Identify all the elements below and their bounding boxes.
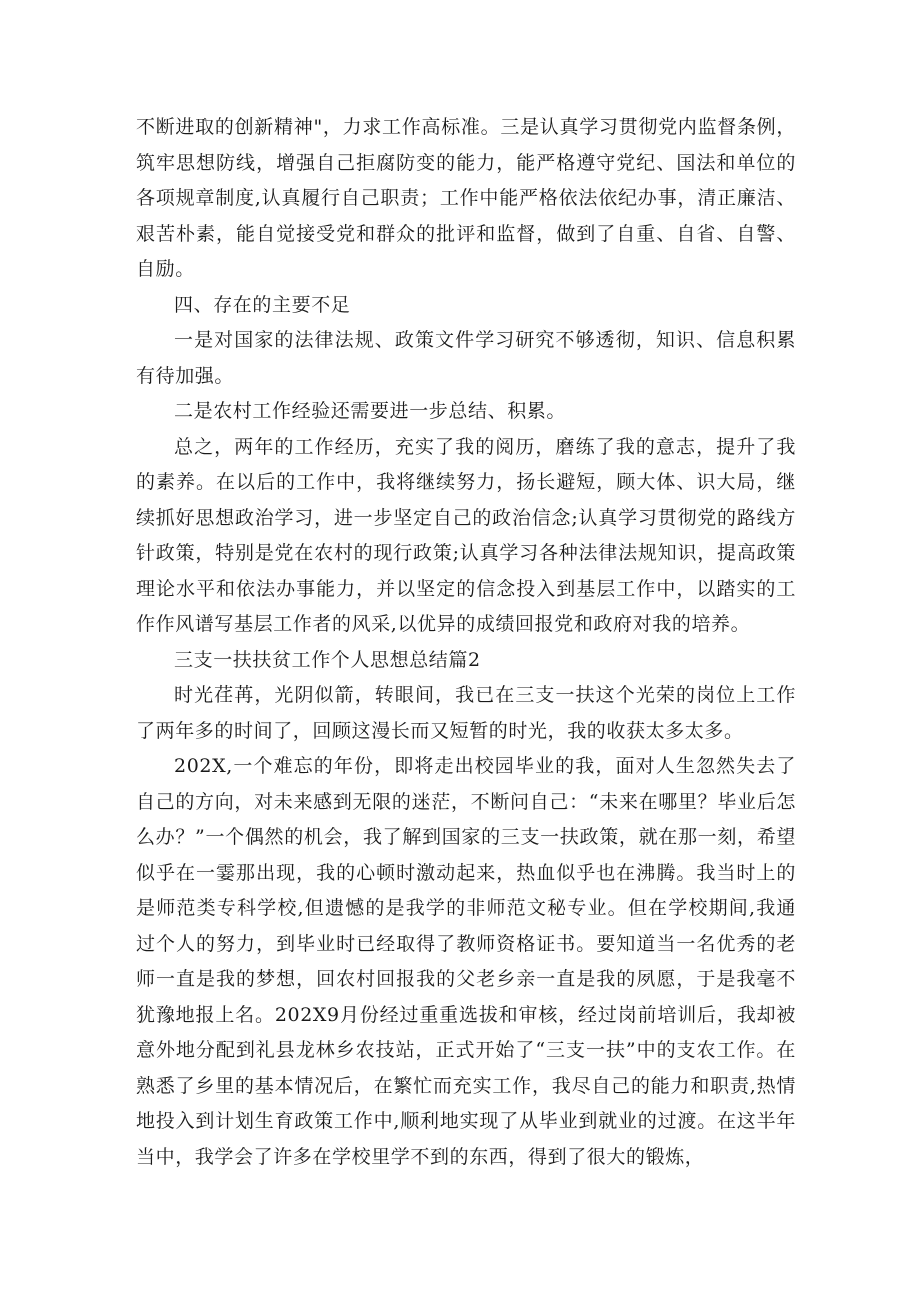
paragraph-conclusion: 总之，两年的工作经历，充实了我的阅历，磨练了我的意志，提升了我的素养。在以后的工作中，我将继续努力，扬长避短，顾大体、识大局，继续抓好思想政治学习，进一步坚定自己的政治信念;认真学习贯彻党的路线方针政策，特别是党在农村的现行政策;认真学习各种法律法规知识，提高政策理论水平和依法办事能力，并以坚定的信念投入到基层工作中，以踏实的工作作风谱写基层工作者的风采,以优异的成绩回报党和政府对我的培养。 <box>136 435 796 635</box>
article-title-part-2: 三支一扶扶贫工作个人思想总结篇2 <box>174 648 481 671</box>
paragraph-story: 202X,一个难忘的年份，即将走出校园毕业的我，面对人生忽然失去了自己的方向，对未来感到无限的迷茫，不断问自己：“未来在哪里？毕业后怎么办？”一个偶然的机会，我了解到国家的三支一扶政策，就在那一刻，希望似乎在一霎那出现，我的心顿时激动起来，热血似乎也在沸腾。我当时上的是师范类专科学校,但遗憾的是我学的非师范文秘专业。但在学校期间,我通过个人的努力，到毕业时已经取得了教师资格证书。要知道当一名优秀的老师一直是我的梦想，回农村回报我的父老乡亲一直是我的夙愿，于是我毫不犹豫地报上名。202X9月份经过重重选拔和审核，经过岗前培训后，我却被意外地分配到礼县龙林乡农技站，正式开始了“三支一扶”中的支农工作。在熟悉了乡里的基本情况后，在繁忙而充实工作，我尽自己的能力和职责,热情地投入到计划生育政策工作中,顺利地实现了从毕业到就业的过渡。在这半年当中，我学会了许多在学校里学不到的东西，得到了很大的锻炼， <box>136 755 796 1168</box>
paragraph-intro: 时光荏苒，光阴似箭，转眼间，我已在三支一扶这个光荣的岗位上工作了两年多的时间了，回顾这漫长而又短暂的时光，我的收获太多太多。 <box>136 684 796 742</box>
section-heading-shortcomings: 四、存在的主要不足 <box>174 293 351 316</box>
paragraph-shortcoming-2: 二是农村工作经验还需要进一步总结、积累。 <box>174 400 567 422</box>
paragraph-shortcoming-1: 一是对国家的法律法规、政策文件学习研究不够透彻，知识、信息积累有待加强。 <box>136 329 796 387</box>
paragraph-integrity: 不断进取的创新精神"，力求工作高标准。三是认真学习贯彻党内监督条例，筑牢思想防线，增强自己拒腐防变的能力，能严格遵守党纪、国法和单位的各项规章制度,认真履行自己职责；工作中能严格依法依纪办事，清正廉洁、艰苦朴素，能自觉接受党和群众的批评和监督，做到了自重、自省、自警、自励。 <box>136 116 796 280</box>
document-body <box>136 110 796 1175</box>
